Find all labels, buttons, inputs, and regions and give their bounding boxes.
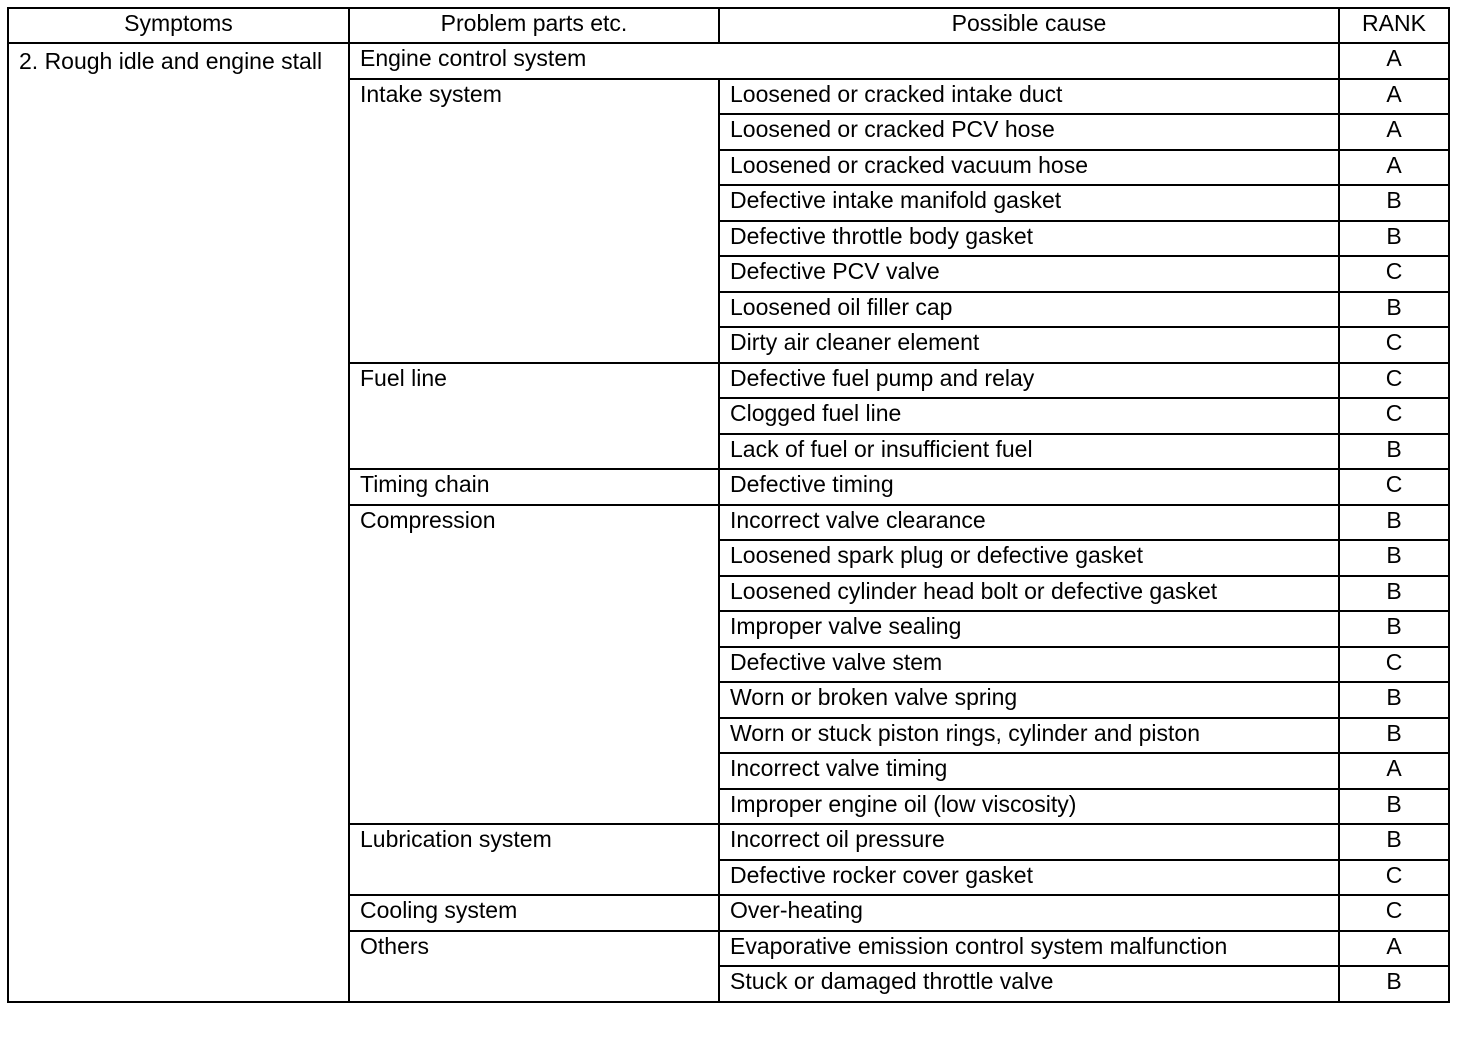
cause-cell: Loosened spark plug or defective gasket <box>719 540 1339 576</box>
problem-part-cell: Compression <box>349 505 719 825</box>
problem-part-cell: Intake system <box>349 79 719 363</box>
rank-cell: C <box>1339 469 1449 505</box>
rank-cell: B <box>1339 611 1449 647</box>
rank-cell: C <box>1339 398 1449 434</box>
cause-cell: Incorrect valve clearance <box>719 505 1339 541</box>
rank-cell: C <box>1339 256 1449 292</box>
rank-cell: C <box>1339 363 1449 399</box>
cause-cell: Loosened cylinder head bolt or defective gasket <box>719 576 1339 612</box>
engine-control-rank: A <box>1339 43 1449 79</box>
cause-cell: Defective valve stem <box>719 647 1339 683</box>
cause-cell: Loosened oil filler cap <box>719 292 1339 328</box>
rank-cell: A <box>1339 79 1449 115</box>
cause-cell: Incorrect valve timing <box>719 753 1339 789</box>
engine-control-part: Engine control system <box>349 43 1339 79</box>
cause-cell: Improper engine oil (low viscosity) <box>719 789 1339 825</box>
cause-cell: Improper valve sealing <box>719 611 1339 647</box>
rank-cell: B <box>1339 221 1449 257</box>
problem-part-cell: Fuel line <box>349 363 719 470</box>
cause-cell: Defective timing <box>719 469 1339 505</box>
problem-part-cell: Others <box>349 931 719 1002</box>
rank-cell: B <box>1339 966 1449 1002</box>
rank-cell: B <box>1339 540 1449 576</box>
rank-cell: A <box>1339 150 1449 186</box>
rank-cell: A <box>1339 931 1449 967</box>
rank-cell: B <box>1339 576 1449 612</box>
cause-cell: Worn or stuck piston rings, cylinder and piston <box>719 718 1339 754</box>
cause-cell: Incorrect oil pressure <box>719 824 1339 860</box>
rank-cell: B <box>1339 718 1449 754</box>
cause-cell: Defective PCV valve <box>719 256 1339 292</box>
rank-cell: C <box>1339 895 1449 931</box>
cause-cell: Loosened or cracked PCV hose <box>719 114 1339 150</box>
cause-cell: Evaporative emission control system malfunction <box>719 931 1339 967</box>
cause-cell: Loosened or cracked vacuum hose <box>719 150 1339 186</box>
cause-cell: Worn or broken valve spring <box>719 682 1339 718</box>
problem-part-cell: Lubrication system <box>349 824 719 895</box>
diagnosis-table <box>7 7 1450 1003</box>
rank-cell: B <box>1339 824 1449 860</box>
rank-cell: A <box>1339 753 1449 789</box>
header-symptoms: Symptoms <box>8 8 349 43</box>
rank-cell: C <box>1339 327 1449 363</box>
rank-cell: B <box>1339 185 1449 221</box>
header-row <box>8 8 1449 43</box>
rank-cell: B <box>1339 682 1449 718</box>
cause-cell: Defective intake manifold gasket <box>719 185 1339 221</box>
rank-cell: C <box>1339 647 1449 683</box>
cause-cell: Clogged fuel line <box>719 398 1339 434</box>
cause-cell: Dirty air cleaner element <box>719 327 1339 363</box>
table-body <box>8 43 1449 1002</box>
rank-cell: B <box>1339 434 1449 470</box>
table-row <box>8 43 1449 79</box>
header-rank: RANK <box>1339 8 1449 43</box>
cause-cell: Loosened or cracked intake duct <box>719 79 1339 115</box>
cause-cell: Over-heating <box>719 895 1339 931</box>
rank-cell: B <box>1339 505 1449 541</box>
cause-cell: Lack of fuel or insufficient fuel <box>719 434 1339 470</box>
rank-cell: B <box>1339 292 1449 328</box>
problem-part-cell: Timing chain <box>349 469 719 505</box>
cause-cell: Stuck or damaged throttle valve <box>719 966 1339 1002</box>
symptom-cell: 2. Rough idle and engine stall <box>8 43 349 1002</box>
cause-cell: Defective throttle body gasket <box>719 221 1339 257</box>
rank-cell: A <box>1339 114 1449 150</box>
header-possible-cause: Possible cause <box>719 8 1339 43</box>
cause-cell: Defective fuel pump and relay <box>719 363 1339 399</box>
rank-cell: B <box>1339 789 1449 825</box>
rank-cell: C <box>1339 860 1449 896</box>
cause-cell: Defective rocker cover gasket <box>719 860 1339 896</box>
header-problem-parts: Problem parts etc. <box>349 8 719 43</box>
problem-part-cell: Cooling system <box>349 895 719 931</box>
